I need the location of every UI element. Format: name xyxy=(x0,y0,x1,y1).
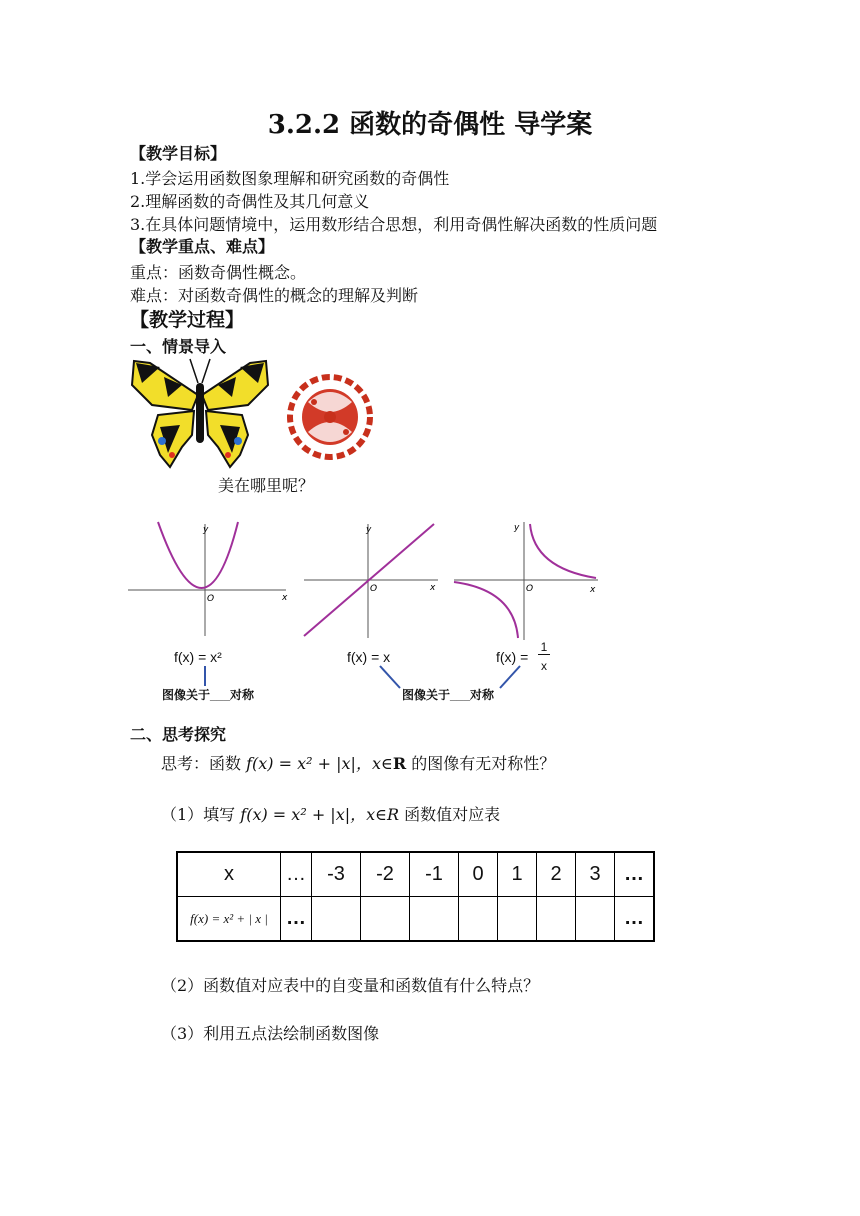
section-2-heading: 二、思考探究 xyxy=(130,725,227,744)
graph-3-label-den: x xyxy=(541,659,547,673)
table-row xyxy=(177,897,654,942)
papercut-image xyxy=(284,372,376,462)
table-cell: 0 xyxy=(459,852,498,897)
axis-x-label: x xyxy=(430,583,436,593)
think-prefix: 思考：函数 xyxy=(161,754,242,773)
table-cell[interactable] xyxy=(459,897,498,942)
step-1-prefix: （1）填写 xyxy=(161,805,236,824)
table-cell: 3 xyxy=(576,852,615,897)
table-cell: … xyxy=(281,852,312,897)
table-cell[interactable] xyxy=(410,897,459,942)
table-cell: 2 xyxy=(537,852,576,897)
axis-y-label: y xyxy=(203,525,209,535)
table-cell: -3 xyxy=(312,852,361,897)
step-1-formula: f(x) = x² + |x|，x∈R xyxy=(240,805,400,824)
process-heading: 【教学过程】 xyxy=(130,309,245,331)
think-suffix: 的图像有无对称性？ xyxy=(411,754,556,773)
graph-1-caption: 图像关于___对称 xyxy=(162,688,255,702)
focus-text: 重点：函数奇偶性概念。 xyxy=(130,263,307,282)
goals-heading: 【教学目标】 xyxy=(130,144,227,163)
step-1 xyxy=(161,802,500,825)
goal-1: 1.学会运用函数图象理解和研究函数的奇偶性 xyxy=(130,169,450,188)
think-question xyxy=(161,751,555,774)
table-row xyxy=(177,852,654,897)
origin-label: O xyxy=(370,584,378,594)
origin-label: O xyxy=(526,584,534,594)
table-cell[interactable] xyxy=(312,897,361,942)
axis-x-label: x xyxy=(282,593,288,603)
axis-y-label: y xyxy=(366,525,372,535)
graph-3-label-prefix: f(x) = xyxy=(496,649,529,665)
step-2: （2）函数值对应表中的自变量和函数值有什么特点？ xyxy=(161,976,540,995)
graph-2-caption: 图像关于___对称 xyxy=(402,688,495,702)
graph-parabola xyxy=(128,518,292,638)
focus-heading: 【教学重点、难点】 xyxy=(130,237,275,256)
step-3: （3）利用五点法绘制函数图像 xyxy=(161,1024,380,1043)
value-table xyxy=(176,851,655,942)
table-cell[interactable] xyxy=(498,897,537,942)
table-cell: 1 xyxy=(498,852,537,897)
think-formula: f(x) = x² + |x|，x∈ xyxy=(246,754,393,773)
table-cell[interactable] xyxy=(361,897,410,942)
butterfly-image xyxy=(130,355,270,470)
table-cell[interactable]: … xyxy=(281,897,312,942)
table-cell[interactable] xyxy=(576,897,615,942)
graph-hyperbola xyxy=(450,518,600,642)
page-title: 3.2.2 函数的奇偶性 导学案 xyxy=(267,110,593,140)
goal-2: 2.理解函数的奇偶性及其几何意义 xyxy=(130,192,370,211)
row-head-fx: f(x) = x² + | x | xyxy=(177,897,281,942)
graph-2-label: f(x) = x xyxy=(347,649,391,665)
step-1-suffix: 函数值对应表 xyxy=(404,805,501,824)
section-1-heading: 一、情景导入 xyxy=(130,337,227,356)
connector-line-1 xyxy=(195,666,215,688)
axis-y-label: y xyxy=(514,523,520,533)
row-head-x: x xyxy=(177,852,281,897)
table-cell: -2 xyxy=(361,852,410,897)
think-R: R xyxy=(392,754,407,773)
graph-1-label: f(x) = x² xyxy=(174,649,222,665)
graph-line xyxy=(300,518,442,640)
origin-label: O xyxy=(207,594,215,604)
graph-3-label-num: 1 xyxy=(538,640,550,655)
table-cell[interactable] xyxy=(537,897,576,942)
axis-x-label: x xyxy=(590,585,596,595)
table-cell: … xyxy=(615,897,655,942)
table-cell: -1 xyxy=(410,852,459,897)
difficulty-text: 难点：对函数奇偶性的概念的理解及判断 xyxy=(130,286,419,305)
beauty-question: 美在哪里呢？ xyxy=(218,476,315,495)
goal-3: 3.在具体问题情境中，运用数形结合思想，利用奇偶性解决函数的性质问题 xyxy=(130,215,658,234)
table-cell: … xyxy=(615,852,655,897)
